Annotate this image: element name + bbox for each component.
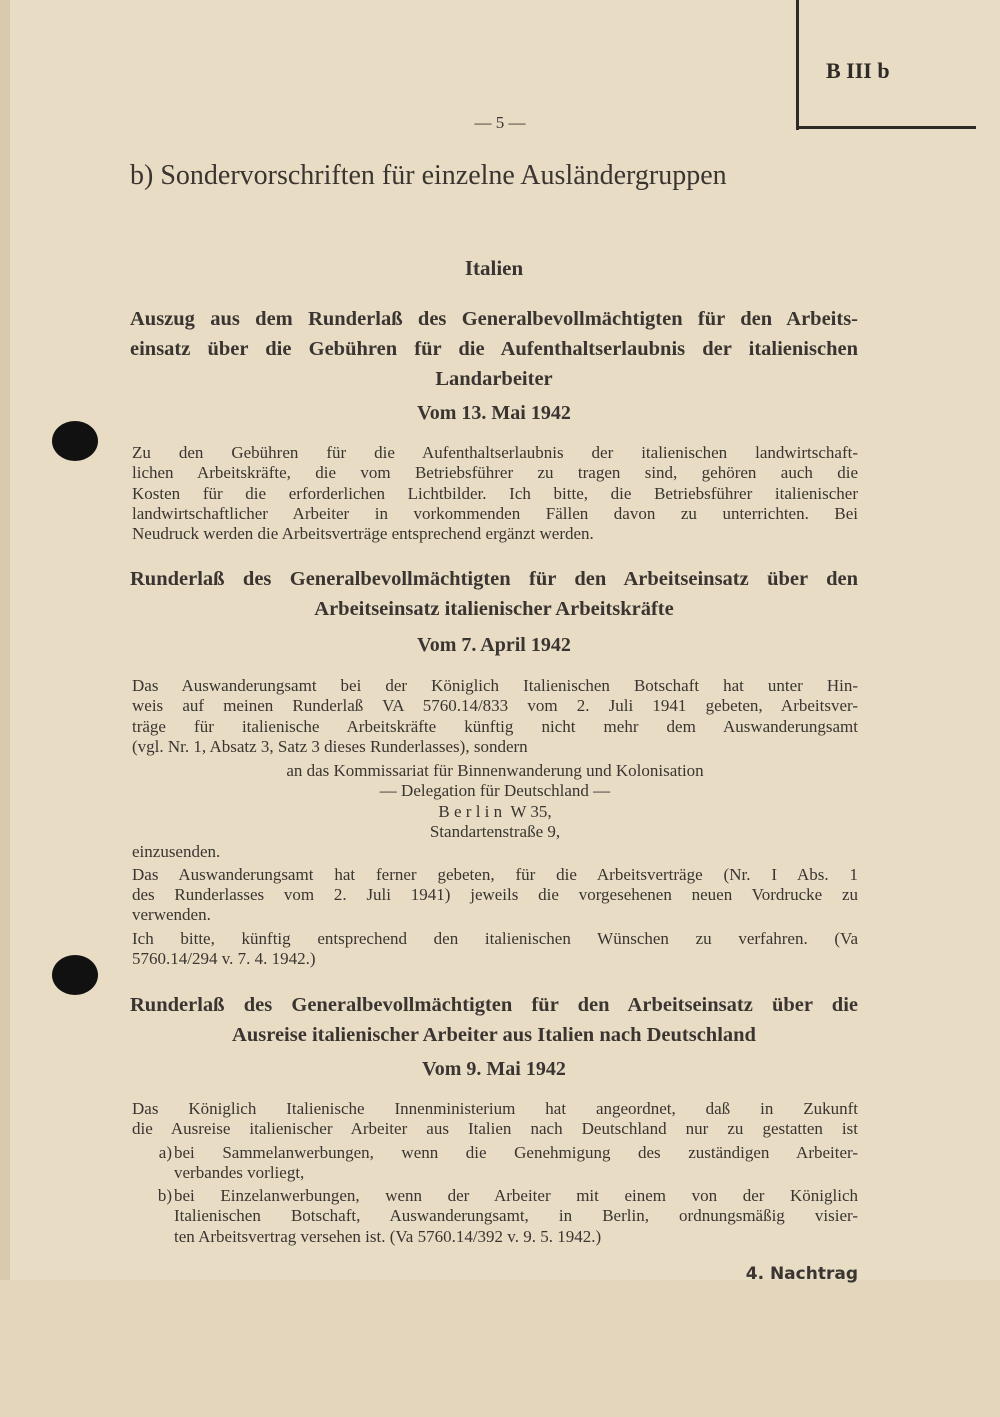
text-line: die Ausreise italienischer Arbeiter aus Italien nach Deutschland nur zu gestatten ist xyxy=(132,1119,858,1139)
text-line: Das Auswanderungsamt hat ferner gebeten, für die Arbeitsverträge (Nr. I Abs. 1 xyxy=(132,864,858,884)
text-line: (vgl. Nr. 1, Absatz 3, Satz 3 dieses Runderlasses), sondern xyxy=(132,736,528,756)
punch-hole xyxy=(52,421,98,461)
heading-line: Arbeitseinsatz italienischer Arbeitskräfte xyxy=(314,598,674,620)
list-item xyxy=(132,1186,858,1247)
text-line: bei Einzelanwerbungen, wenn der Arbeiter mit einem von der Königlich xyxy=(174,1186,858,1206)
address-line: — Delegation für Deutschland — xyxy=(379,781,611,801)
supplement-label: 4. Nachtrag xyxy=(745,1264,858,1284)
list-item-label: b) xyxy=(157,1186,172,1206)
text-line: 5760.14/294 v. 7. 4. 1942.) xyxy=(132,948,316,968)
section-box-border xyxy=(796,0,799,130)
page-title: b) Sondervorschriften für einzelne Ausländergruppen xyxy=(130,160,727,191)
heading-line: Landarbeiter xyxy=(435,368,553,390)
section-heading xyxy=(130,990,858,1050)
section-box-border xyxy=(796,126,976,129)
section-heading xyxy=(130,304,858,394)
text-line: lichen Arbeitskräfte, die vom Betriebsführer zu tragen sind, gehören auch die xyxy=(132,463,858,483)
punch-hole xyxy=(52,955,98,995)
address-line: Standartenstraße 9, xyxy=(429,822,561,842)
section-heading xyxy=(130,564,858,624)
text-line: landwirtschaftlicher Arbeiter in vorkommenden Fällen davon zu unterrichten. Bei xyxy=(132,503,858,523)
page-number: — 5 — xyxy=(474,113,526,132)
list-item xyxy=(132,1143,858,1184)
text-line: Das Königlich Italienische Innenministerium hat angeordnet, daß in Zukunft xyxy=(132,1099,858,1118)
text-line: träge für italienische Arbeitskräfte künftig nicht mehr dem Auswanderungsamt xyxy=(132,716,858,736)
text-line: Kosten für die erforderlichen Lichtbilder. Ich bitte, die Betriebsführer italienischer xyxy=(132,483,858,503)
section-date: Vom 9. Mai 1942 xyxy=(422,1058,566,1080)
text-line: bei Sammelanwerbungen, wenn die Genehmigung des zuständigen Arbeiter- xyxy=(174,1142,858,1162)
address-line: an das Kommissariat für Binnenwanderung und Kolonisation xyxy=(286,761,704,781)
text-line: Zu den Gebühren für die Aufenthaltserlaubnis der italienischen landwirtschaft- xyxy=(132,443,858,462)
scan-edge xyxy=(0,0,10,1417)
text-line: weis auf meinen Runderlaß VA 5760.14/833 vom 2. Juli 1941 gebeten, Arbeitsver- xyxy=(132,696,858,716)
section-code: B III b xyxy=(826,58,890,83)
section-date: Vom 7. April 1942 xyxy=(417,634,571,656)
section-body xyxy=(132,443,858,544)
text-line: Italienischen Botschaft, Auswanderungsamt, in Berlin, ordnungsmäßig visier- xyxy=(174,1206,858,1226)
heading-line: Auszug aus dem Runderlaß des Generalbevollmächtigten für den Arbeits- xyxy=(130,308,858,330)
section-body xyxy=(132,676,858,969)
heading-line: Runderlaß des Generalbevollmächtigten für den Arbeitseinsatz über die xyxy=(130,994,858,1016)
text-line: verbandes vorliegt, xyxy=(174,1162,305,1182)
heading-line: Ausreise italienischer Arbeiter aus Italien nach Deutschland xyxy=(232,1024,756,1046)
text-line: Das Auswanderungsamt bei der Königlich Italienischen Botschaft hat unter Hin- xyxy=(132,676,858,695)
address-line: B e r l i n W 35, xyxy=(438,801,552,821)
section-body xyxy=(132,1099,858,1247)
heading-line: einsatz über die Gebühren für die Aufenthaltserlaubnis der italienischen xyxy=(130,338,858,360)
text-line: Neudruck werden die Arbeitsverträge entsprechend ergänzt werden. xyxy=(132,524,594,544)
text-line: Ich bitte, künftig entsprechend den italienischen Wünschen zu verfahren. (Va xyxy=(132,928,858,948)
text-line: des Runderlasses vom 2. Juli 1941) jeweils die vorgesehenen neuen Vordrucke zu xyxy=(132,884,858,904)
text-line: verwenden. xyxy=(132,905,211,925)
text-line: einzusenden. xyxy=(132,842,221,862)
section-date: Vom 13. Mai 1942 xyxy=(417,402,571,424)
country-heading: Italien xyxy=(464,256,524,280)
heading-line: Runderlaß des Generalbevollmächtigten für den Arbeitseinsatz über den xyxy=(130,568,858,590)
paper-fold-band xyxy=(0,1280,1000,1417)
list-item-label: a) xyxy=(158,1142,172,1162)
text-line: ten Arbeitsvertrag versehen ist. (Va 5760.14/392 v. 9. 5. 1942.) xyxy=(174,1226,602,1246)
